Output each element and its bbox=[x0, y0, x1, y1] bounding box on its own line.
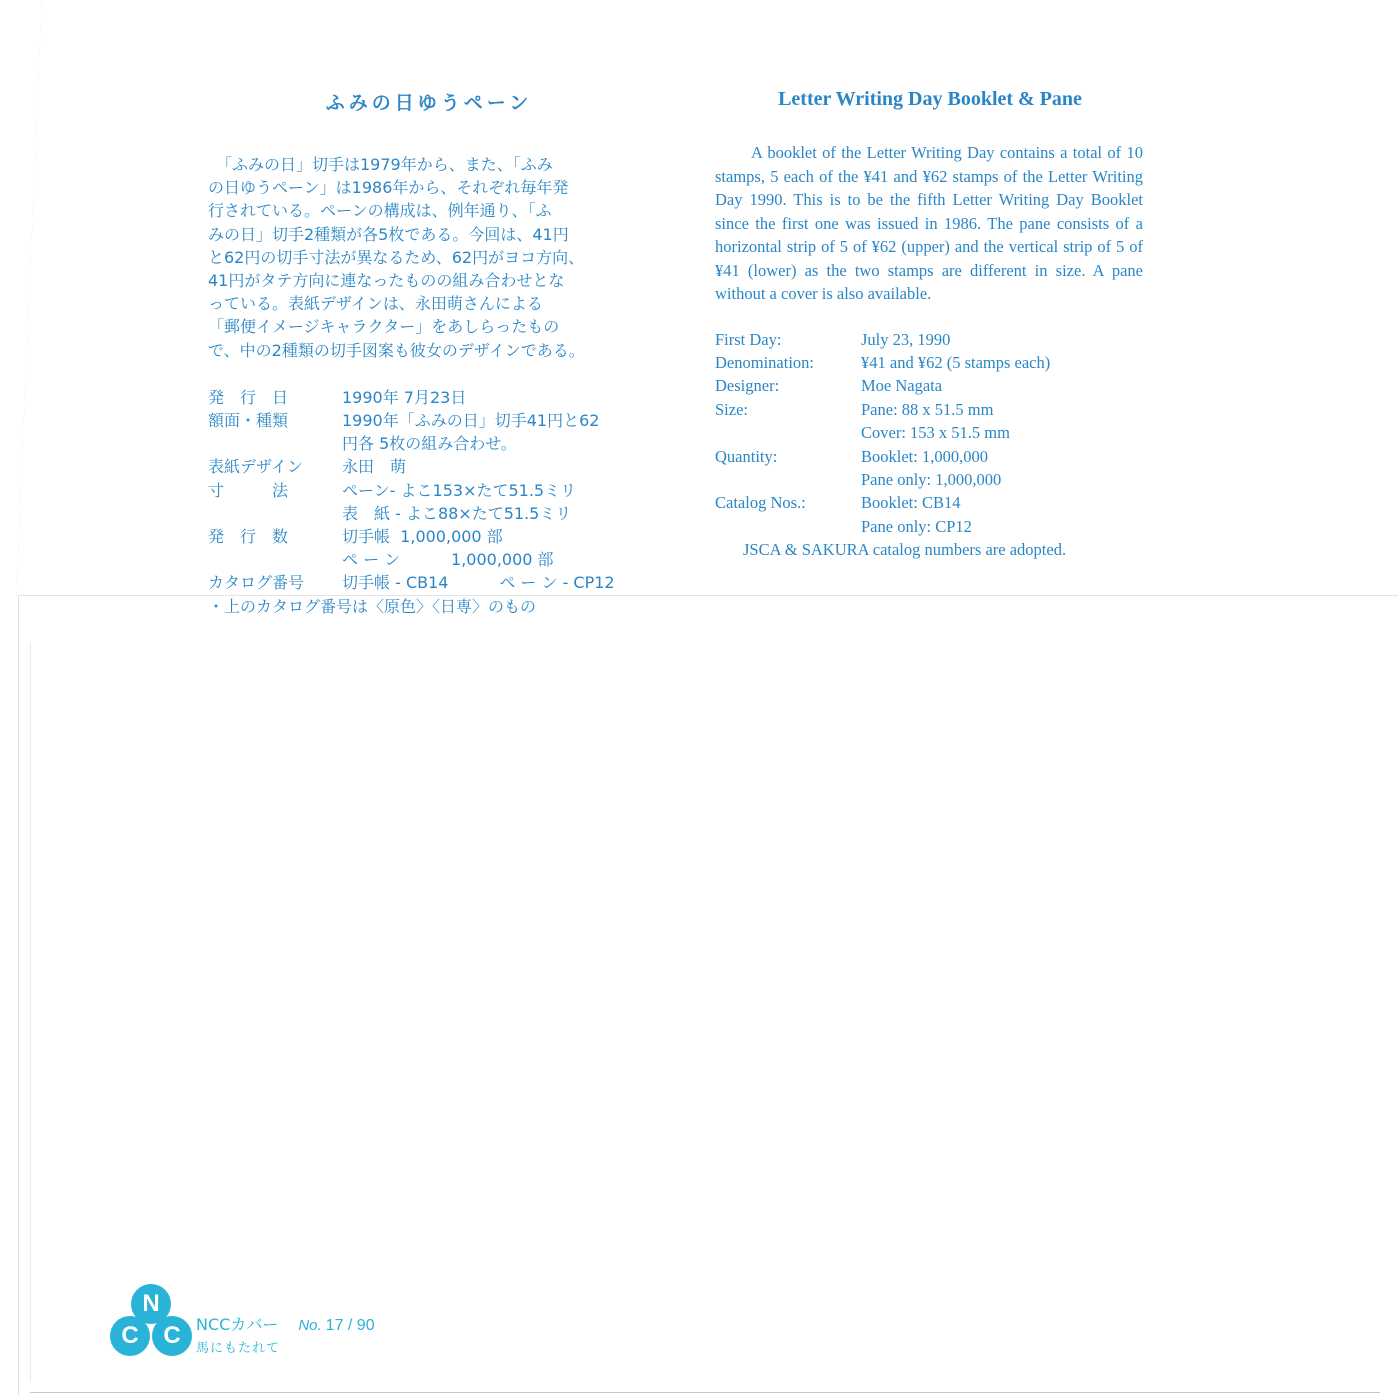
jp-detail-value: 1990年 7月23日 bbox=[342, 387, 467, 407]
en-detail-label bbox=[715, 468, 861, 491]
jp-body-line: の日ゆうペーン」は1986年から、それぞれ毎年発 bbox=[208, 178, 569, 198]
jp-body bbox=[208, 153, 640, 362]
jp-detail-label: 発 行 数 bbox=[208, 527, 289, 547]
en-detail-row bbox=[715, 468, 1143, 491]
en-detail-value: Cover: 153 x 51.5 mm bbox=[861, 423, 1010, 443]
en-body: A booklet of the Letter Writing Day contains a total of 10 stamps, 5 each of the ¥41 and ¥62 stamps of the Letter Writing Day 1990. This is to be the fifth Letter Writing Day Booklet since the first one was issued in 1986. The pane consists of a horizontal strip of 5 of ¥62 (upper) and the vertical strip of 5 of ¥41 (lower) as the two stamps are different in size. A pane without a cover is also available. bbox=[715, 143, 1143, 303]
logo-letter-n: N bbox=[131, 1284, 171, 1324]
jp-detail-value: 切手帳 1,000,000 部 bbox=[342, 527, 503, 547]
jp-detail-row bbox=[208, 386, 640, 409]
en-detail-row bbox=[715, 515, 1143, 538]
jp-catalog-note: ・上のカタログ番号は〈原色〉〈日専〉のもの bbox=[208, 596, 537, 616]
english-section bbox=[715, 88, 1143, 562]
en-title: Letter Writing Day Booklet & Pane bbox=[778, 88, 1082, 110]
en-detail-label: Size: bbox=[715, 399, 748, 419]
en-detail-row bbox=[715, 398, 1143, 421]
jp-detail-value: 永田 萌 bbox=[342, 457, 407, 477]
jp-detail-label bbox=[208, 548, 342, 571]
en-detail-label bbox=[715, 515, 861, 538]
jp-detail-value: 表 紙 - よこ88×たて51.5ミリ bbox=[342, 503, 572, 523]
jp-detail-label: 表紙デザイン bbox=[208, 457, 303, 477]
jp-detail-row bbox=[208, 479, 640, 502]
en-detail-value: Pane only: 1,000,000 bbox=[861, 469, 1002, 489]
paper-edge-bottom bbox=[30, 1392, 1380, 1393]
jp-detail-row bbox=[208, 571, 640, 594]
en-detail-value: Booklet: CB14 bbox=[861, 493, 961, 513]
jp-body-line: 「郵便イメージキャラクター」をあしらったもの bbox=[208, 317, 560, 337]
paper-edge-inner bbox=[30, 642, 31, 1382]
jp-detail-label: 寸 法 bbox=[208, 480, 289, 500]
en-catalog-note: JSCA & SAKURA catalog numbers are adopted. bbox=[743, 540, 1067, 560]
ncc-logo bbox=[108, 1284, 196, 1360]
paper-fold-diagonal bbox=[16, 0, 42, 600]
en-detail-label: Quantity: bbox=[715, 446, 778, 466]
jp-body-line: 「ふみの日」切手は1979年から、また、「ふみ bbox=[208, 155, 553, 174]
en-detail-value: Booklet: 1,000,000 bbox=[861, 446, 988, 466]
jp-detail-value: 円各 5枚の組み合わせ。 bbox=[342, 434, 517, 454]
cover-number: 17 / 90 bbox=[325, 1317, 375, 1334]
japanese-section bbox=[208, 88, 640, 618]
en-detail-value: ¥41 and ¥62 (5 stamps each) bbox=[861, 352, 1051, 372]
jp-title: ふみの日ゆうペーン bbox=[325, 92, 533, 114]
jp-body-line: 41円がタテ方向に連なったものの組み合わせとな bbox=[208, 271, 565, 291]
jp-detail-label: 発 行 日 bbox=[208, 387, 289, 407]
jp-detail-label bbox=[208, 432, 342, 455]
en-detail-row bbox=[715, 351, 1143, 374]
en-detail-label: Catalog Nos.: bbox=[715, 493, 806, 513]
jp-body-line: と62円の切手寸法が異なるため、62円がヨコ方向、 bbox=[208, 247, 585, 267]
en-detail-label: Designer: bbox=[715, 376, 780, 396]
jp-detail-row bbox=[208, 548, 640, 571]
jp-detail-value: 切手帳 - CB14 ペ ー ン - CP12 bbox=[342, 573, 615, 593]
jp-detail-row bbox=[208, 455, 640, 478]
en-detail-value: Pane: 88 x 51.5 mm bbox=[861, 399, 994, 419]
en-detail-row bbox=[715, 445, 1143, 468]
en-detail-row bbox=[715, 374, 1143, 397]
jp-detail-row bbox=[208, 502, 640, 525]
jp-details bbox=[208, 386, 640, 618]
en-detail-label: First Day: bbox=[715, 329, 782, 349]
jp-body-line: みの日」切手2種類が各5枚である。今回は、41円 bbox=[208, 224, 569, 244]
cover-number-label: No. bbox=[298, 1317, 322, 1334]
en-detail-row bbox=[715, 421, 1143, 444]
jp-detail-row bbox=[208, 409, 640, 432]
cover-tagline: 馬にもたれて bbox=[196, 1341, 281, 1356]
jp-detail-label: カタログ番号 bbox=[208, 573, 305, 593]
en-detail-row bbox=[715, 328, 1143, 351]
jp-detail-row bbox=[208, 525, 640, 548]
jp-body-line: で、中の2種類の切手図案も彼女のデザインである。 bbox=[208, 340, 585, 360]
en-detail-label: Denomination: bbox=[715, 352, 814, 372]
en-detail-label bbox=[715, 421, 861, 444]
jp-detail-label: 額面・種類 bbox=[208, 411, 289, 431]
jp-detail-value: ペ ー ン 1,000,000 部 bbox=[342, 550, 554, 570]
paper-edge-left bbox=[18, 595, 19, 1395]
jp-body-line: っている。表紙デザインは、永田萌さんによる bbox=[208, 294, 543, 314]
en-detail-row bbox=[715, 491, 1143, 514]
jp-detail-value: ペーン- よこ153×たて51.5ミリ bbox=[342, 480, 577, 500]
en-detail-value: Moe Nagata bbox=[861, 376, 943, 396]
logo-letter-c: C bbox=[110, 1316, 150, 1356]
jp-detail-row bbox=[208, 432, 640, 455]
en-detail-value: July 23, 1990 bbox=[861, 329, 951, 349]
brand-line bbox=[196, 1312, 375, 1335]
logo-letter-c: C bbox=[152, 1316, 192, 1356]
jp-detail-label bbox=[208, 502, 342, 525]
en-details bbox=[715, 328, 1143, 562]
brand-name: NCCカバー bbox=[196, 1315, 279, 1334]
jp-body-line: 行されている。ペーンの構成は、例年通り、「ふ bbox=[208, 201, 552, 221]
jp-detail-value: 1990年「ふみの日」切手41円と62 bbox=[342, 411, 600, 431]
en-detail-value: Pane only: CP12 bbox=[861, 516, 972, 536]
